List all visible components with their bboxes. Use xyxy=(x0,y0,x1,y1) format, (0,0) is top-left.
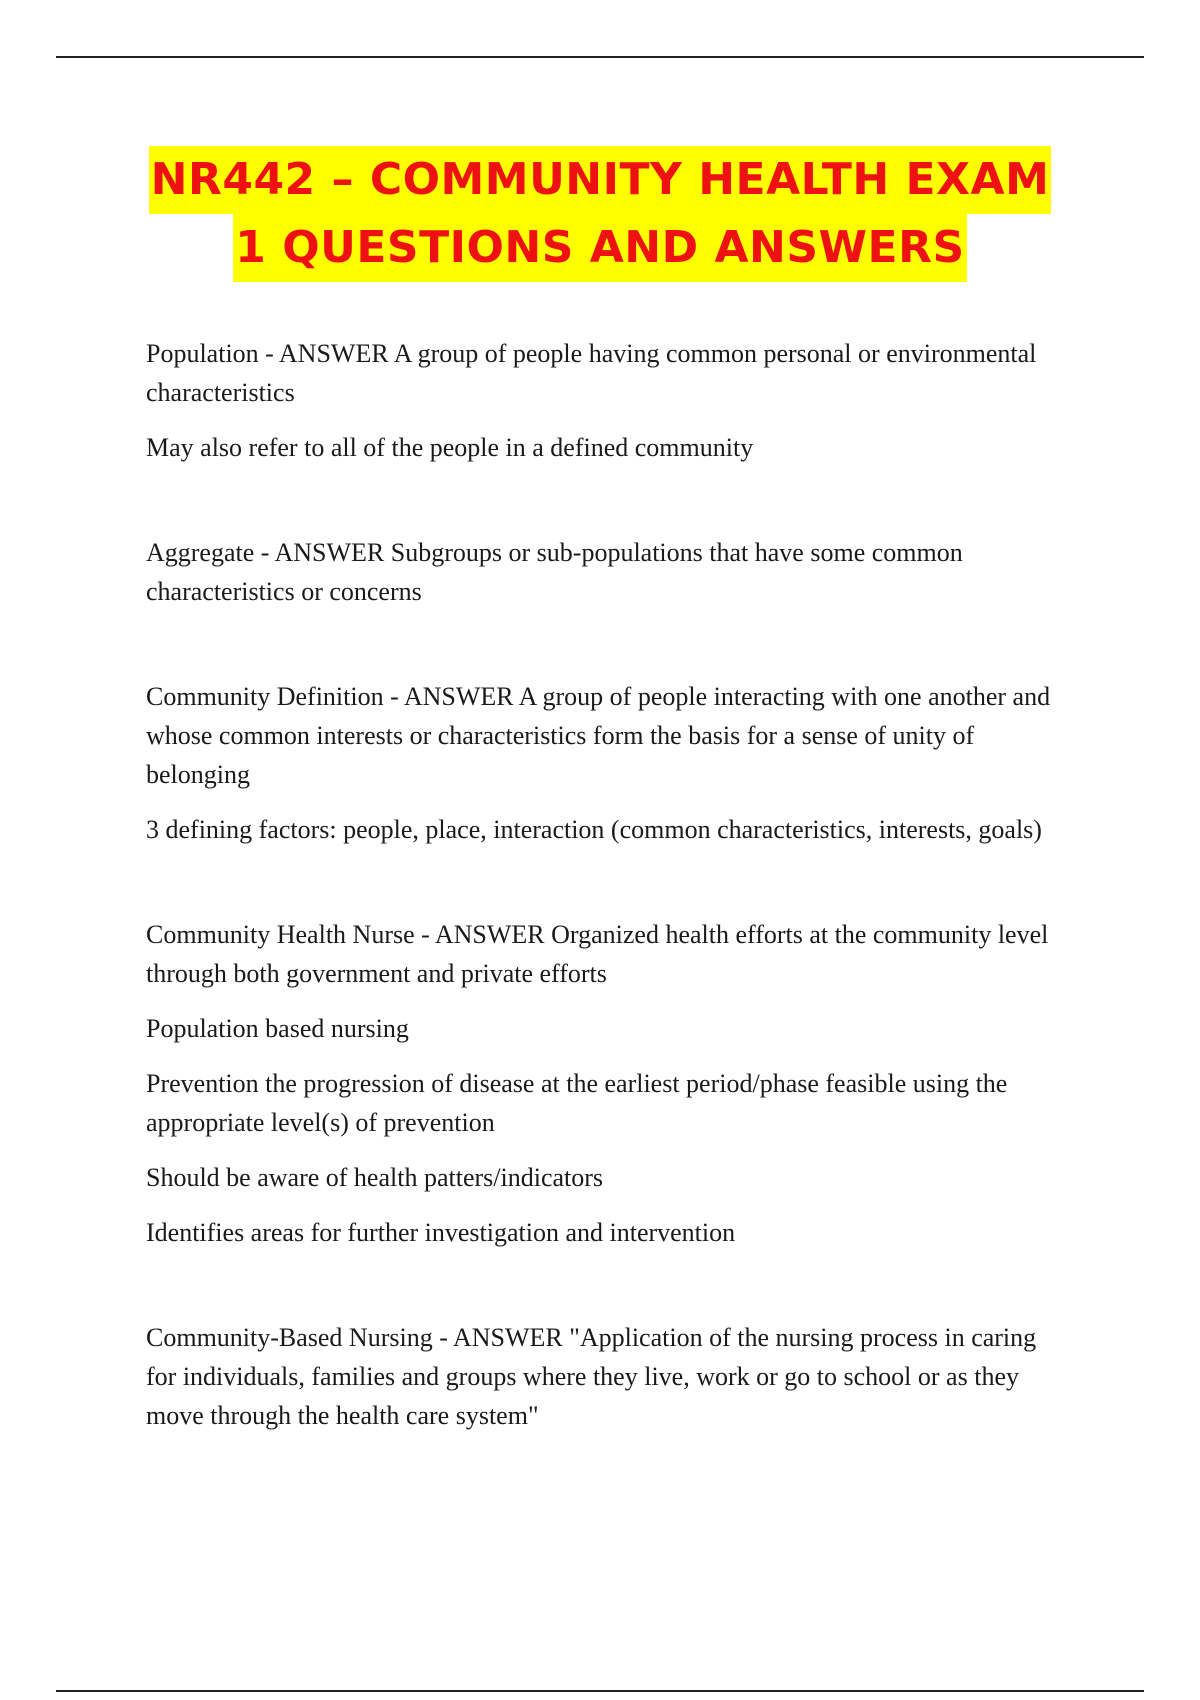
qa-paragraph: Identifies areas for further investigation and intervention xyxy=(146,1218,736,1247)
bottom-rule xyxy=(56,1690,1144,1692)
qa-paragraph: May also refer to all of the people in a defined community xyxy=(146,433,754,462)
qa-entry-population xyxy=(146,334,1066,467)
title-line-1: NR442 – COMMUNITY HEALTH EXAM xyxy=(149,146,1052,214)
qa-entry-community-definition xyxy=(146,677,1066,849)
document-title xyxy=(0,146,1200,282)
qa-paragraph: Population - ANSWER A group of people having common personal or environmental characteristics xyxy=(146,339,1037,407)
top-rule xyxy=(56,56,1144,58)
qa-paragraph: 3 defining factors: people, place, interaction (common characteristics, interests, goals) xyxy=(146,815,1042,844)
qa-paragraph: Prevention the progression of disease at the earliest period/phase feasible using the appropriate level(s) of prevention xyxy=(146,1069,1008,1137)
qa-entry-aggregate xyxy=(146,533,1066,611)
qa-paragraph: Community Health Nurse - ANSWER Organized health efforts at the community level through both government and private efforts xyxy=(146,920,1049,988)
qa-paragraph: Should be aware of health patters/indicators xyxy=(146,1163,604,1192)
qa-paragraph: Community Definition - ANSWER A group of people interacting with one another and whose common interests or characteristics form the basis for a sense of unity of belonging xyxy=(146,682,1051,789)
qa-paragraph: Population based nursing xyxy=(146,1014,409,1043)
qa-paragraph: Community-Based Nursing - ANSWER "Application of the nursing process in caring for individuals, families and groups where they live, work or go to school or as they move through the health care system" xyxy=(146,1323,1037,1430)
title-line-2: 1 QUESTIONS AND ANSWERS xyxy=(233,214,966,282)
qa-entry-community-health-nurse xyxy=(146,915,1066,1252)
qa-entry-community-based-nursing xyxy=(146,1318,1066,1435)
qa-paragraph: Aggregate - ANSWER Subgroups or sub-populations that have some common characteristics or concerns xyxy=(146,538,963,606)
qa-content xyxy=(146,334,1066,1435)
